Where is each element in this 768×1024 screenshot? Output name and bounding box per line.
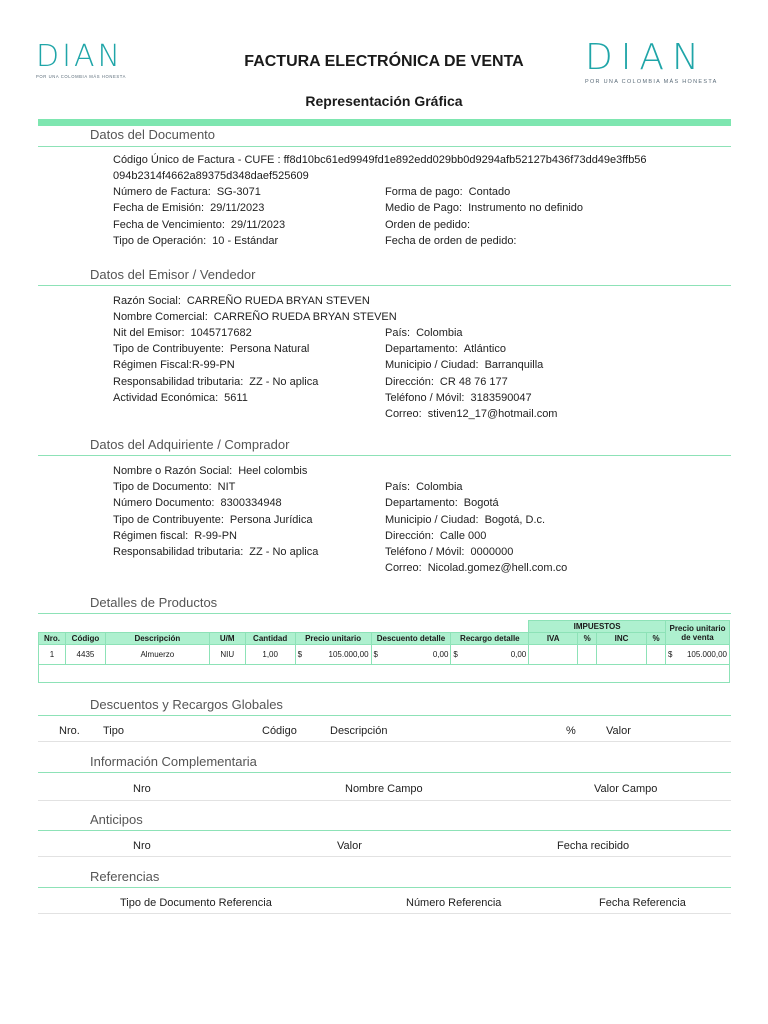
- table-header-row: [39, 633, 730, 645]
- responsabilidad-row: [113, 376, 318, 388]
- field-value: Persona Jurídica: [229, 514, 313, 526]
- cell-codigo: 4435: [65, 645, 105, 665]
- precio-venta-header: Precio unitario de venta: [665, 621, 729, 645]
- cufe-row-2: [113, 170, 309, 182]
- field-label: Orden de pedido:: [385, 219, 471, 231]
- table-header-group-row: [39, 621, 730, 633]
- blank-header: [39, 621, 529, 633]
- tipo-operacion-row: [113, 235, 278, 247]
- cell-iva: [529, 645, 578, 665]
- cell-um: NIU: [209, 645, 245, 665]
- field-label: Nit del Emisor:: [113, 327, 185, 339]
- cufe-value-1: ff8d10bc61ed9949fd1e892edd029bb0d9294afb52127b436f73dd49e3ffb56: [283, 154, 647, 166]
- section-title-emisor: Datos del Emisor / Vendedor: [90, 267, 256, 282]
- cell-descuento: [371, 645, 451, 665]
- section-divider: [38, 613, 731, 614]
- correo-row: [385, 408, 557, 420]
- table-row: [39, 645, 730, 665]
- column-header: %: [647, 633, 666, 645]
- field-label: Correo:: [385, 408, 422, 420]
- column-header: Descripción: [105, 633, 209, 645]
- tipo-contribuyente-row: [113, 514, 312, 526]
- razon-social-row: [113, 295, 370, 307]
- field-value: stiven12_17@hotmail.com: [427, 408, 558, 420]
- forma-pago-row: [385, 186, 510, 198]
- field-value: Colombia: [416, 327, 463, 339]
- field-value: 3183590047: [470, 392, 532, 404]
- column-header: U/M: [209, 633, 245, 645]
- header-underline: [38, 741, 731, 742]
- filler-cell: [39, 665, 730, 683]
- section-title-adquiriente: Datos del Adquiriente / Comprador: [90, 437, 290, 452]
- section-divider: [38, 285, 731, 286]
- field-label: Dirección:: [385, 376, 434, 388]
- field-value: Bogotá, D.c.: [484, 514, 546, 526]
- field-value: Calle 000: [439, 530, 487, 542]
- currency-symbol: $: [297, 650, 303, 659]
- section-title-productos: Detalles de Productos: [90, 595, 218, 610]
- section-title-info: Información Complementaria: [90, 754, 257, 769]
- field-label: Número de Factura:: [113, 186, 211, 198]
- field-label: Tipo de Contribuyente:: [113, 343, 224, 355]
- municipio-row: [385, 514, 545, 526]
- fecha-orden-row: [385, 235, 517, 247]
- field-label: Tipo de Documento:: [113, 481, 212, 493]
- field-label: Razón Social:: [113, 295, 181, 307]
- column-header: Nro.: [39, 633, 66, 645]
- field-label: Municipio / Ciudad:: [385, 514, 479, 526]
- column-header: IVA: [529, 633, 578, 645]
- field-value: 5611: [224, 392, 248, 404]
- field-value: 8300334948: [220, 497, 282, 509]
- field-label: Municipio / Ciudad:: [385, 359, 479, 371]
- currency-symbol: $: [373, 650, 378, 659]
- field-label: País:: [385, 481, 411, 493]
- header-underline: [38, 856, 731, 857]
- table-filler-row: [39, 665, 730, 683]
- field-label: Régimen fiscal:: [113, 530, 189, 542]
- section-title-anticipos: Anticipos: [90, 812, 143, 827]
- column-header: Código: [262, 725, 297, 737]
- field-value: SG-3071: [216, 186, 261, 198]
- cell-iva-pct: [578, 645, 597, 665]
- cell-nro: 1: [39, 645, 66, 665]
- section-divider: [38, 830, 731, 831]
- field-value: Colombia: [416, 481, 463, 493]
- cufe-value-2: 094b2314f4662a89375d348daef525609: [113, 170, 309, 182]
- money-value: 105.000,00: [686, 650, 727, 659]
- field-value: R-99-PN: [191, 359, 235, 371]
- currency-symbol: $: [453, 650, 458, 659]
- cell-recargo: [451, 645, 529, 665]
- section-title-referencias: Referencias: [90, 869, 160, 884]
- field-label: Teléfono / Móvil:: [385, 392, 465, 404]
- field-label: Responsabilidad tributaria:: [113, 546, 244, 558]
- nit-row: [113, 327, 252, 339]
- medio-pago-row: [385, 202, 583, 214]
- field-label: Correo:: [385, 562, 422, 574]
- field-value: NIT: [217, 481, 236, 493]
- field-label: Teléfono / Móvil:: [385, 546, 465, 558]
- dian-logo-tagline: POR UNA COLOMBIA MÁS HONESTA: [585, 79, 718, 85]
- column-header: Fecha Referencia: [599, 897, 686, 909]
- telefono-row: [385, 392, 532, 404]
- column-header: Valor Campo: [594, 783, 658, 795]
- field-value: Persona Natural: [229, 343, 310, 355]
- direccion-row: [385, 530, 486, 542]
- column-header: Tipo de Documento Referencia: [120, 897, 272, 909]
- section-title-documento: Datos del Documento: [90, 127, 216, 142]
- nombre-adquiriente-row: [113, 465, 307, 477]
- field-value: 0000000: [470, 546, 514, 558]
- column-header: INC: [597, 633, 647, 645]
- actividad-row: [113, 392, 248, 404]
- correo-row: [385, 562, 567, 574]
- cell-precio-venta: [665, 645, 729, 665]
- field-value: 1045717682: [190, 327, 252, 339]
- responsabilidad-row: [113, 546, 318, 558]
- page-title: FACTURA ELECTRÓNICA DE VENTA: [244, 53, 524, 70]
- section-divider: [38, 146, 731, 147]
- nombre-comercial-row: [113, 311, 397, 323]
- field-value: Bogotá: [463, 497, 499, 509]
- field-value: CARREÑO RUEDA BRYAN STEVEN: [213, 311, 397, 323]
- section-title-descuentos: Descuentos y Recargos Globales: [90, 697, 283, 712]
- numero-factura-row: [113, 186, 261, 198]
- column-header: Recargo detalle: [451, 633, 529, 645]
- section-divider: [38, 772, 731, 773]
- regimen-fiscal-row: [113, 530, 237, 542]
- field-label: Fecha de Vencimiento:: [113, 219, 225, 231]
- field-label: Departamento:: [385, 343, 458, 355]
- header-underline: [38, 800, 731, 801]
- telefono-row: [385, 546, 513, 558]
- field-value: Barranquilla: [484, 359, 544, 371]
- tipo-documento-row: [113, 481, 235, 493]
- field-label: Tipo de Contribuyente:: [113, 514, 224, 526]
- header-underline: [38, 913, 731, 914]
- money-value: 0,00: [510, 650, 527, 659]
- column-header: Descuento detalle: [371, 633, 451, 645]
- cufe-label: Código Único de Factura - CUFE :: [113, 154, 281, 166]
- field-label: Régimen Fiscal:: [113, 359, 192, 371]
- column-header: Nro.: [59, 725, 80, 737]
- currency-symbol: $: [667, 650, 673, 659]
- products-table: [38, 620, 730, 683]
- field-value: Heel colombis: [238, 465, 308, 477]
- cell-inc-pct: [647, 645, 666, 665]
- column-header: Precio unitario: [295, 633, 371, 645]
- field-value: 29/11/2023: [230, 219, 286, 231]
- column-header: Nombre Campo: [345, 783, 423, 795]
- municipio-row: [385, 359, 543, 371]
- field-label: Nombre Comercial:: [113, 311, 208, 323]
- section-divider: [38, 887, 731, 888]
- section-divider: [38, 455, 731, 456]
- column-header: Cantidad: [245, 633, 295, 645]
- column-header: Descripción: [330, 725, 388, 737]
- field-value: Nicolad.gomez@hell.com.co: [427, 562, 568, 574]
- dian-logo-word: DIAN: [36, 39, 123, 74]
- dian-logo-tagline: POR UNA COLOMBIA MÁS HONESTA: [36, 74, 127, 79]
- field-label: Tipo de Operación:: [113, 235, 207, 247]
- departamento-row: [385, 497, 499, 509]
- column-header: Valor: [606, 725, 631, 737]
- column-header: %: [578, 633, 597, 645]
- header-accent-bar: [38, 119, 731, 126]
- field-value: 29/11/2023: [210, 202, 265, 214]
- column-header: Valor: [337, 840, 362, 852]
- cell-descripcion: Almuerzo: [105, 645, 209, 665]
- field-value: Contado: [468, 186, 511, 198]
- fecha-emision-row: [113, 202, 264, 214]
- field-label: Responsabilidad tributaria:: [113, 376, 244, 388]
- field-label: Actividad Económica:: [113, 392, 219, 404]
- tipo-contribuyente-row: [113, 343, 309, 355]
- field-value: Instrumento no definido: [468, 202, 584, 214]
- column-header: Nro: [133, 840, 151, 852]
- field-value: ZZ - No aplica: [249, 376, 319, 388]
- field-value: ZZ - No aplica: [249, 546, 319, 558]
- column-header: Número Referencia: [406, 897, 502, 909]
- cufe-row: [113, 154, 647, 166]
- column-header: Fecha recibido: [557, 840, 630, 852]
- field-label: Fecha de orden de pedido:: [385, 235, 517, 247]
- section-divider: [38, 715, 731, 716]
- cell-cantidad: 1,00: [245, 645, 295, 665]
- field-value: Atlántico: [463, 343, 506, 355]
- column-header: %: [566, 725, 576, 737]
- pais-row: [385, 481, 463, 493]
- column-header: Código: [65, 633, 105, 645]
- pais-row: [385, 327, 463, 339]
- regimen-fiscal-row: [113, 359, 235, 371]
- field-label: País:: [385, 327, 411, 339]
- field-value: R-99-PN: [194, 530, 237, 542]
- field-label: Nombre o Razón Social:: [113, 465, 233, 477]
- departamento-row: [385, 343, 506, 355]
- field-label: Número Documento:: [113, 497, 215, 509]
- field-label: Fecha de Emisión:: [113, 202, 205, 214]
- dian-logo-word: DIAN: [585, 37, 707, 78]
- page-subtitle: Representación Gráfica: [305, 93, 463, 109]
- direccion-row: [385, 376, 508, 388]
- money-value: 0,00: [432, 650, 449, 659]
- fecha-vencimiento-row: [113, 219, 285, 231]
- money-value: 105.000,00: [328, 650, 369, 659]
- field-label: Dirección:: [385, 530, 434, 542]
- orden-pedido-row: [385, 219, 470, 231]
- field-value: 10 - Estándar: [212, 235, 279, 247]
- cell-inc: [597, 645, 647, 665]
- field-value: CARREÑO RUEDA BRYAN STEVEN: [186, 295, 370, 307]
- field-label: Medio de Pago:: [385, 202, 463, 214]
- field-label: Departamento:: [385, 497, 458, 509]
- impuestos-header: IMPUESTOS: [529, 621, 666, 633]
- cell-precio: [295, 645, 371, 665]
- numero-documento-row: [113, 497, 282, 509]
- column-header: Nro: [133, 783, 151, 795]
- column-header: Tipo: [103, 725, 124, 737]
- field-label: Forma de pago:: [385, 186, 463, 198]
- field-value: CR 48 76 177: [439, 376, 508, 388]
